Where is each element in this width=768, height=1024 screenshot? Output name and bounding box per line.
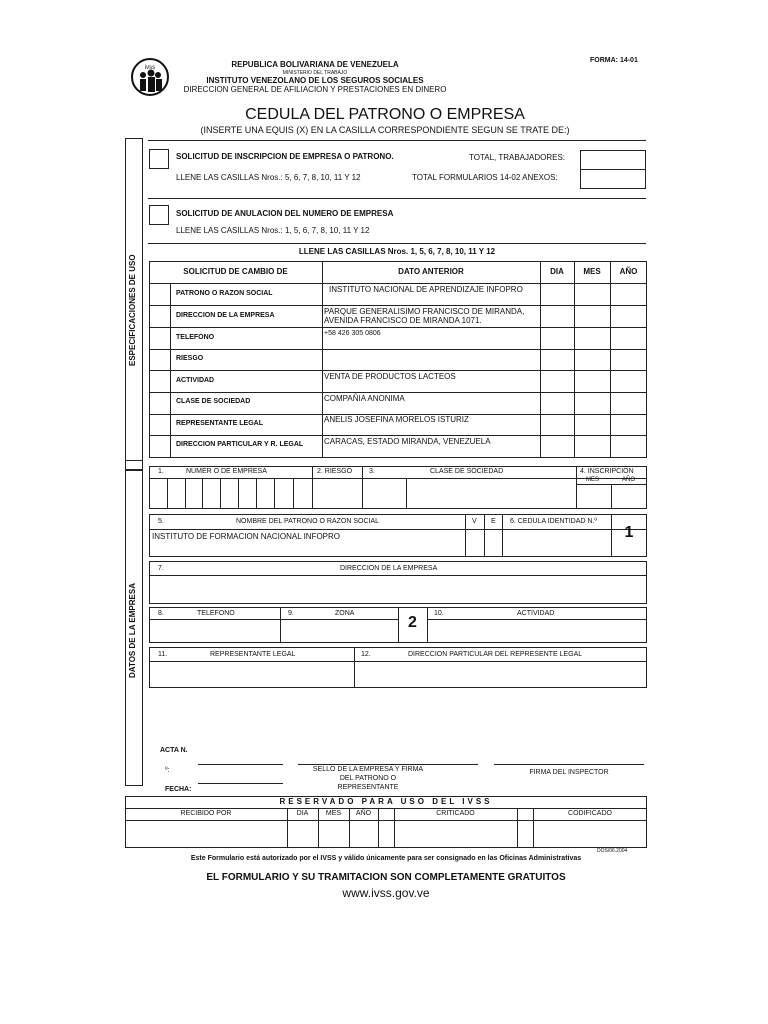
- field-8-label: TELEFONO: [197, 610, 235, 617]
- cambio-row-value: INSTITUTO NACIONAL DE APRENDIZAJE INFOPRO: [329, 285, 523, 294]
- cambio-row-label: PATRONO O RAZON SOCIAL: [176, 290, 273, 297]
- field-5-value: INSTITUTO DE FORMACION NACIONAL INFOPRO: [152, 532, 341, 541]
- inspector-label: FIRMA DEL INSPECTOR: [529, 769, 609, 776]
- inscripcion-casillas: LLENE LAS CASILLAS Nros.: 5, 6, 7, 8, 10, 11 Y 12: [176, 173, 361, 182]
- sello-label: [298, 765, 438, 792]
- acta-label: ACTA N.: [160, 747, 188, 754]
- field-1-num: 1.: [158, 468, 164, 475]
- anulacion-label: SOLICITUD DE ANULACION DEL NUMERO DE EMPRESA: [176, 209, 394, 218]
- field-e-label: E: [491, 518, 496, 525]
- total-trabajadores-label: TOTAL, TRABAJADORES:: [469, 153, 566, 162]
- cambio-casillas: LLENE LAS CASILLAS Nros. 1, 5, 6, 7, 8, 10, 11 Y 12: [298, 247, 496, 256]
- cambio-row-value: VENTA DE PRODUCTOS LACTEOS: [324, 372, 456, 381]
- field-3-num: 3.: [369, 468, 375, 475]
- header-direccion: DIRECCION GENERAL DE AFILIACION Y PRESTACIONES EN DINERO: [183, 85, 447, 94]
- field-10-label: ACTIVIDAD: [517, 610, 555, 617]
- cambio-row-value: ANELIS JOSEFINA MORELOS ISTURIZ: [324, 415, 469, 424]
- side-label-empresa: DATOS DE LA EMPRESA: [128, 583, 137, 678]
- acta-num-label: º:: [165, 767, 170, 774]
- cambio-header-ano: AÑO: [619, 267, 638, 276]
- fecha-label: FECHA:: [165, 786, 192, 793]
- cambio-row-value: PARQUE GENERALISIMO FRANCISCO DE MIRANDA,: [324, 307, 525, 316]
- reservado-col-dia: DIA: [296, 810, 309, 817]
- total-formularios-label: TOTAL FORMULARIOS 14-02 ANEXOS:: [412, 173, 558, 182]
- field-4-mes: MES: [586, 477, 600, 483]
- side-label-uso: ESPECIFICACIONES DE USO: [128, 254, 137, 366]
- cambio-header-dato: DATO ANTERIOR: [398, 267, 464, 276]
- header-instituto: INSTITUTO VENEZOLANO DE LOS SEGUROS SOCIALES: [206, 76, 424, 85]
- total-formularios-field[interactable]: [580, 169, 646, 189]
- reservado-col-mes: MES: [325, 810, 342, 817]
- reservado-title: RESERVADO PARA USO DEL IVSS: [279, 797, 493, 806]
- footer-gratuitos: EL FORMULARIO Y SU TRAMITACION SON COMPLETAMENTE GRATUITOS: [206, 872, 566, 883]
- inscripcion-label: SOLICITUD DE INSCRIPCION DE EMPRESA O PATRONO.: [176, 152, 394, 161]
- field-1-label: NUMER O DE EMPRESA: [186, 468, 267, 475]
- forma-code: FORMA: 14-01: [590, 57, 638, 64]
- ivss-logo: [130, 57, 170, 97]
- cambio-row-value: +58 426 305 0806: [324, 330, 381, 337]
- cambio-row-value: CARACAS, ESTADO MIRANDA, VENEZUELA: [324, 437, 491, 446]
- field-9-label: ZONA: [335, 610, 355, 617]
- reservado-col-criticado: CRITICADO: [436, 810, 475, 817]
- field-v-label: V: [472, 518, 477, 525]
- field-12-label: DIRECCION PARTICULAR DEL REPRESENTE LEGAL: [408, 651, 583, 658]
- total-trabajadores-field[interactable]: [580, 150, 646, 170]
- header-republica: REPUBLICA BOLIVARIANA DE VENEZUELA: [231, 60, 399, 69]
- header-ministerio: MINISTERIO DEL TRABAJO: [282, 70, 348, 76]
- reservado-col-ano: AÑO: [355, 810, 372, 817]
- field-12-num: 12.: [361, 651, 371, 658]
- svg-text:ivss: ivss: [144, 65, 156, 71]
- field-10-num: 10.: [434, 610, 444, 617]
- cambio-row-label: DIRECCION PARTICULAR Y R. LEGAL: [176, 441, 304, 448]
- footer-code: DOS/06.2004: [597, 848, 628, 854]
- cambio-header-dia: DIA: [550, 267, 564, 276]
- sello-line: DEL PATRONO O: [339, 775, 397, 782]
- mark-1: 1: [624, 524, 634, 541]
- cambio-header-mes: MES: [583, 267, 601, 276]
- field-9-num: 9.: [288, 610, 294, 617]
- page-subtitle: (INSERTE UNA EQUIS (X) EN LA CASILLA CORRESPONDIENTE SEGUN SE TRATE DE:): [200, 125, 570, 135]
- cambio-row-label: DIRECCION DE LA EMPRESA: [176, 312, 275, 319]
- cambio-row-value: COMPAÑIA ANONIMA: [324, 394, 405, 403]
- checkbox-anulacion[interactable]: [149, 205, 169, 225]
- sello-line: SELLO DE LA EMPRESA Y FIRMA: [312, 766, 424, 773]
- field-7-num: 7.: [158, 565, 164, 572]
- checkbox-inscripcion[interactable]: [149, 149, 169, 169]
- reservado-col-recibido: RECIBIDO POR: [180, 810, 232, 817]
- cambio-row-label: ACTIVIDAD: [176, 377, 215, 384]
- field-5-label: NOMBRE DEL PATRONO O RAZON SOCIAL: [236, 518, 380, 525]
- footer-autorizado: Este Formulario está autorizado por el IVSS y válido únicamente para ser consignado en las Oficinas Administrativas: [190, 855, 582, 862]
- anulacion-casillas: LLENE LAS CASILLAS Nros.: 1, 5, 6, 7, 8, 10, 11 Y 12: [176, 226, 370, 235]
- field-2-label: 2. RIESGO: [317, 468, 353, 475]
- cambio-row-label: REPRESENTANTE LEGAL: [176, 420, 263, 427]
- reservado-col-codificado: CODIFICADO: [568, 810, 612, 817]
- field-3-label: CLASE DE SOCIEDAD: [430, 468, 504, 475]
- mark-2: 2: [408, 614, 417, 631]
- field-4-label: 4. INSCRIPCION: [580, 468, 634, 475]
- field-4-ano: AÑO: [622, 477, 636, 483]
- field-5-num: 5.: [158, 518, 164, 525]
- field-11-num: 11.: [158, 651, 168, 658]
- cambio-header-solicitud: SOLICITUD DE CAMBIO DE: [183, 267, 288, 276]
- sello-line: REPRESENTANTE: [337, 784, 399, 791]
- field-11-label: REPRESENTANTE LEGAL: [210, 651, 296, 658]
- cambio-row-label: RIESGO: [176, 355, 204, 362]
- field-7-label: DIRECCION DE LA EMPRESA: [340, 565, 438, 572]
- field-6-label: 6. CEDULA IDENTIDAD N.º: [510, 518, 597, 525]
- cambio-row-label: TELEFONO: [176, 334, 215, 341]
- footer-web-link[interactable]: www.ivss.gov.ve: [342, 886, 430, 900]
- cambio-row-label: CLASE DE SOCIEDAD: [176, 398, 251, 405]
- page-title: CEDULA DEL PATRONO O EMPRESA: [245, 106, 525, 123]
- field-8-num: 8.: [158, 610, 164, 617]
- cambio-row-value: AVENIDA FRANCISCO DE MIRANDA 1071.: [324, 316, 482, 325]
